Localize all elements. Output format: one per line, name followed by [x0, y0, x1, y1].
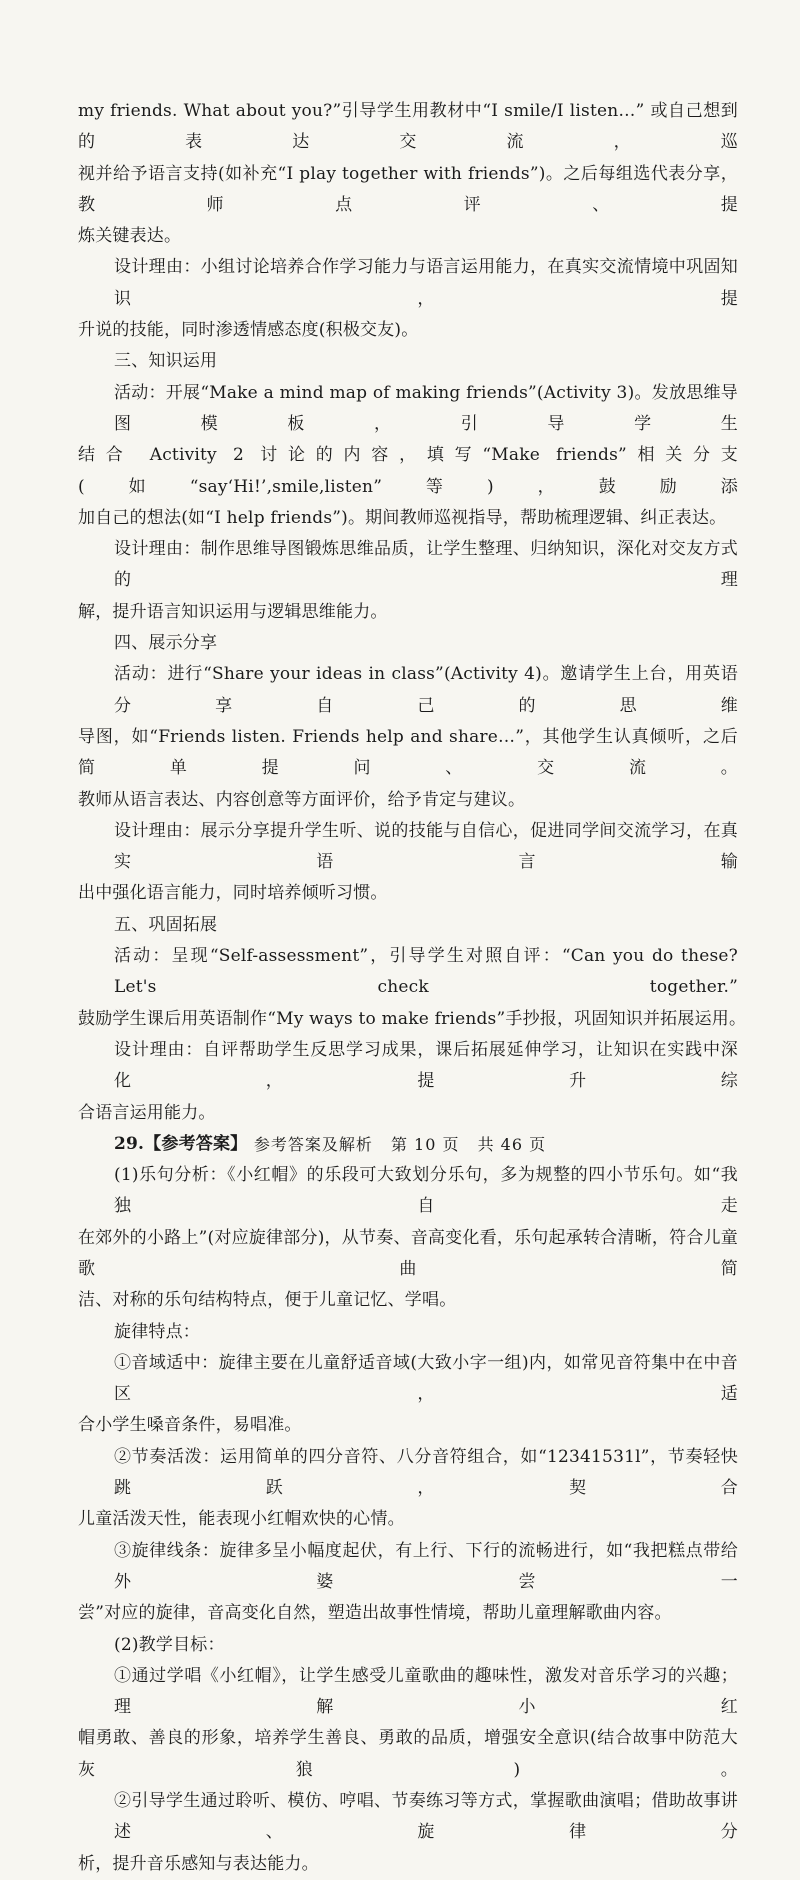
text-line: ①音域适中：旋律主要在儿童舒适音域(大致小字一组)内，如常见音符集中在中音区，适 — [114, 1352, 738, 1405]
section-heading: 五、巩固拓展 — [114, 914, 218, 935]
text-line: 设计理由：自评帮助学生反思学习成果，课后拓展延伸学习，让知识在实践中深化，提升综 — [114, 1039, 738, 1092]
page-total: 共 46 页 — [477, 1135, 547, 1154]
text-line: 洁、对称的乐句结构特点，便于儿童记忆、学唱。 — [78, 1290, 457, 1311]
text-line: 视并给予语言支持(如补充“I play together with friends”)。之后每组选代表分享，教师点评、提 — [78, 163, 738, 215]
text-line: ①通过学唱《小红帽》，让学生感受儿童歌曲的趣味性，激发对音乐学习的兴趣；理解小红 — [114, 1665, 738, 1718]
text-line: 儿童活泼天性，能表现小红帽欢快的心情。 — [78, 1509, 405, 1530]
text-line: 帽勇敢、善良的形象，培养学生善良、勇敢的品质，增强安全意识(结合故事中防范大灰狼)。 — [78, 1728, 738, 1780]
text-line: 炼关键表达。 — [78, 226, 182, 247]
page-number: 第 10 页 — [390, 1135, 460, 1154]
answer-heading: 29.【参考答案】 — [114, 1133, 248, 1154]
text-line: 出中强化语言能力，同时培养倾听习惯。 — [78, 883, 388, 904]
text-line: 尝”对应的旋律，音高变化自然，塑造出故事性情境，帮助儿童理解歌曲内容。 — [78, 1603, 672, 1624]
text-line: 解，提升语言知识运用与逻辑思维能力。 — [78, 601, 388, 622]
section-heading: 四、展示分享 — [114, 633, 218, 654]
text-line: 活动：呈现“Self-assessment”，引导学生对照自评：“Can you do these? Let's check together.” — [114, 946, 738, 998]
footer-title: 参考答案及解析 — [253, 1135, 373, 1154]
page-footer — [0, 1132, 800, 1155]
text-line: 设计理由：展示分享提升学生听、说的技能与自信心，促进同学间交流学习，在真实语言输 — [114, 820, 738, 873]
answer-text-block — [78, 96, 747, 1880]
text-line: ②引导学生通过聆听、模仿、哼唱、节奏练习等方式，掌握歌曲演唱；借助故事讲述、旋律分 — [114, 1791, 738, 1843]
text-line: 升说的技能，同时渗透情感态度(积极交友)。 — [78, 320, 419, 341]
text-line: 教师从语言表达、内容创意等方面评价，给予肯定与建议。 — [78, 789, 526, 810]
text-line: my friends. What about you?”引导学生用教材中“I smile/I listen…” 或自己想到的表达交流，巡 — [78, 101, 738, 153]
text-line: 活动：进行“Share your ideas in class”(Activity 4)。邀请学生上台，用英语分享自己的思维 — [114, 664, 738, 716]
text-line: 鼓励学生课后用英语制作“My ways to make friends”手抄报，巩固知识并拓展运用。 — [78, 1008, 747, 1029]
text-line: 活动：开展“Make a mind map of making friends”(Activity 3)。发放思维导图模板，引导学生 — [114, 382, 738, 434]
text-line: 合语言运用能力。 — [78, 1102, 216, 1123]
text-line: 结合 Activity 2 讨论的内容，填写“Make friends”相关分支(如“say‘Hi!’,smile,listen”等)，鼓励添 — [78, 445, 738, 497]
text-line: (2)教学目标： — [114, 1634, 225, 1655]
text-line: 导图，如“Friends listen. Friends help and share…”，其他学生认真倾听，之后简单提问、交流。 — [78, 726, 738, 779]
text-line: 设计理由：小组讨论培养合作学习能力与语言运用能力，在真实交流情境中巩固知识，提 — [114, 257, 738, 309]
text-line: ②节奏活泼：运用简单的四分音符、八分音符组合，如“12341531l”，节奏轻快跳跃，契合 — [114, 1446, 738, 1499]
text-line: (1)乐句分析：《小红帽》的乐段可大致划分乐句，多为规整的四小节乐句。如“我独自走 — [114, 1165, 738, 1217]
text-line: 加自己的想法(如“I help friends”)。期间教师巡视指导，帮助梳理逻辑、纠正表达。 — [78, 507, 727, 528]
text-line: ③旋律线条：旋律多呈小幅度起伏，有上行、下行的流畅进行，如“我把糕点带给外婆尝一 — [114, 1540, 738, 1592]
text-line: 设计理由：制作思维导图锻炼思维品质，让学生整理、归纳知识，深化对交友方式的理 — [114, 539, 738, 591]
section-heading: 三、知识运用 — [114, 351, 218, 372]
text-line: 在郊外的小路上”(对应旋律部分)，从节奏、音高变化看，乐句起承转合清晰，符合儿童歌曲简 — [78, 1227, 738, 1279]
text-line: 旋律特点： — [114, 1321, 200, 1342]
text-line: 析，提升音乐感知与表达能力。 — [78, 1853, 319, 1874]
text-line: 合小学生嗓音条件，易唱准。 — [78, 1415, 302, 1436]
